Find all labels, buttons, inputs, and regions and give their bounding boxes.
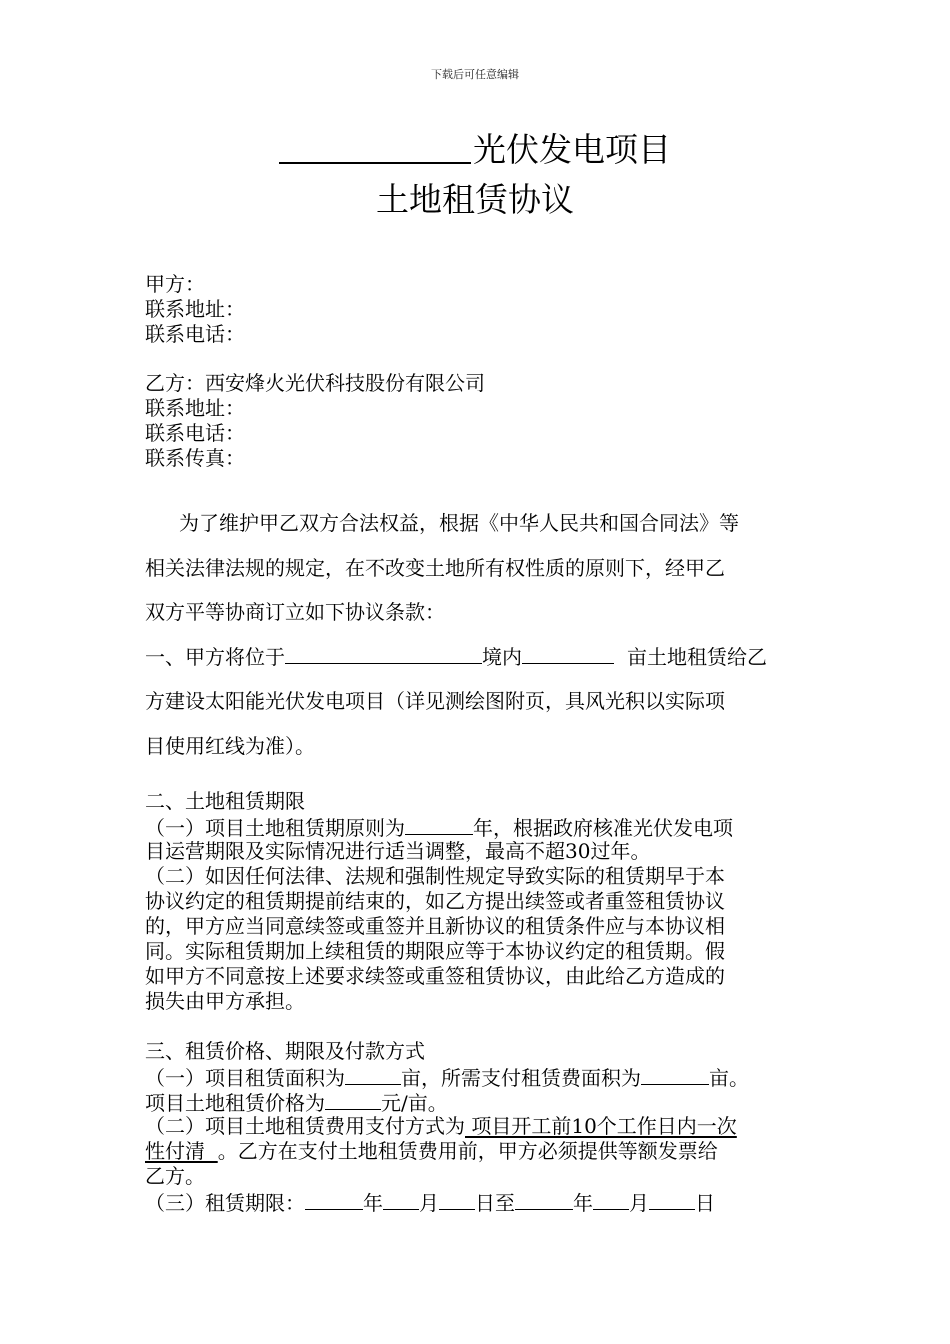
- clause3-item2-rest: 。乙方在支付土地租赁费用前，甲方必须提供等额发票给: [217, 1139, 718, 1163]
- project-name-blank: [279, 128, 471, 164]
- clause1-line-3: 目使用红线为准）。: [145, 733, 315, 758]
- clause2-item1-line-2: 目运营期限及实际情况进行适当调整，最高不超30过年。: [145, 839, 651, 863]
- clause1-part-2: 境内: [482, 644, 522, 669]
- clause3-heading: 三、租赁价格、期限及付款方式: [145, 1039, 425, 1063]
- clause3-item3-line-1: [145, 1189, 805, 1214]
- preamble-block: [145, 501, 805, 768]
- party-b-block: [145, 371, 805, 471]
- clause1-line-2: 方建设太阳能光伏发电项目（详见测绘图附页，具风光积以实际项: [145, 689, 725, 713]
- clause3-item1-part-c: 亩。: [709, 1066, 749, 1090]
- clause2-item2-line-3: 的，甲方应当同意续签或重签并且新协议的租赁条件应与本协议相: [145, 914, 725, 938]
- clause3-block: [145, 1039, 805, 1214]
- clause2-item2-line-1: （二）如因任何法律、法规和强制性规定导致实际的租赁期早于本: [145, 864, 725, 888]
- end-month-blank: [593, 1189, 629, 1210]
- clause1-part-1: 一、甲方将位于: [145, 644, 285, 669]
- clause2-item2-line-2: 协议约定的租赁期提前结束的，如乙方提出续签或者重签租赁协议: [145, 889, 725, 913]
- clause2-item1-part-a: （一）项目土地租赁期原则为: [145, 816, 405, 840]
- party-b-fax: 联系传真：: [145, 446, 245, 470]
- end-month-unit: 月: [629, 1191, 649, 1215]
- title-suffix: 光伏发电项目: [473, 130, 671, 169]
- party-a-phone: 联系电话：: [145, 322, 245, 346]
- price-unit: 元/亩。: [381, 1091, 448, 1115]
- preamble-line-3: 双方平等协商订立如下协议条款：: [145, 600, 445, 624]
- clause1-line-1: [145, 635, 805, 680]
- party-b-label: 乙方：西安烽火光伏科技股份有限公司: [145, 371, 485, 395]
- lease-period-label: （三）租赁期限：: [145, 1191, 305, 1215]
- start-month-unit: 月: [419, 1191, 439, 1215]
- clause1-part-3: 亩土地租赁给乙: [627, 644, 767, 669]
- clause2-item2-line-6: 损失由甲方承担。: [145, 989, 305, 1013]
- start-year-unit: 年: [363, 1191, 383, 1215]
- clause2-item2-line-4: 同。实际租赁期加上续租赁的期限应等于本协议约定的租赁期。假: [145, 939, 725, 963]
- clause2-heading: 二、土地租赁期限: [145, 789, 305, 813]
- clause2-item1-part-b: 年，根据政府核准光伏发电项: [473, 816, 733, 840]
- party-a-address: 联系地址：: [145, 297, 245, 321]
- clause3-item1-part-b: 亩，所需支付租赁费面积为: [401, 1066, 641, 1090]
- party-b-address: 联系地址：: [145, 396, 245, 420]
- clause3-item2-line-1: [145, 1114, 805, 1139]
- price-blank: [325, 1089, 381, 1110]
- start-day-unit: 日至: [475, 1191, 515, 1215]
- clause3-item1-line-1: [145, 1064, 805, 1089]
- payment-method-value-cont: 性付清: [145, 1139, 218, 1163]
- lease-term-blank: [405, 814, 473, 835]
- payment-method-label: （二）项目土地租赁费用支付方式为: [145, 1114, 465, 1138]
- preamble-line-2: 相关法律法规的规定，在不改变土地所有权性质的原则下，经甲乙: [145, 555, 725, 580]
- start-month-blank: [383, 1189, 419, 1210]
- end-year-blank: [515, 1189, 573, 1210]
- end-day-blank: [649, 1189, 695, 1210]
- clause2-item1-line-1: [145, 814, 805, 839]
- end-year-unit: 年: [573, 1191, 593, 1215]
- price-label: 项目土地租赁价格为: [145, 1091, 325, 1115]
- preamble-line-1: 为了维护甲乙双方合法权益，根据《中华人民共和国合同法》等: [179, 511, 739, 535]
- clause2-block: [145, 789, 805, 1014]
- start-day-blank: [439, 1189, 475, 1210]
- clause3-item1-line-2: [145, 1089, 805, 1114]
- end-day-unit: 日: [695, 1191, 715, 1215]
- area-blank: [522, 643, 614, 664]
- location-blank: [285, 643, 482, 664]
- clause3-item2-line-2: [145, 1139, 805, 1164]
- title-line-1: [0, 128, 950, 172]
- start-year-blank: [305, 1189, 363, 1210]
- clause3-item2-line-3: 乙方。: [145, 1164, 205, 1188]
- party-a-label: 甲方：: [145, 272, 205, 296]
- payable-area-blank: [641, 1064, 709, 1085]
- lease-area-blank: [345, 1064, 401, 1085]
- header-note: 下载后可任意编辑: [431, 68, 519, 81]
- clause2-item2-line-5: 如甲方不同意按上述要求续签或重签租赁协议，由此给乙方造成的: [145, 964, 725, 988]
- party-a-block: [145, 272, 805, 347]
- clause3-item1-part-a: （一）项目租赁面积为: [145, 1066, 345, 1090]
- party-b-phone: 联系电话：: [145, 421, 245, 445]
- payment-method-value: 项目开工前10个工作日内一次: [465, 1114, 737, 1138]
- title-line-2: 土地租赁协议: [376, 180, 574, 219]
